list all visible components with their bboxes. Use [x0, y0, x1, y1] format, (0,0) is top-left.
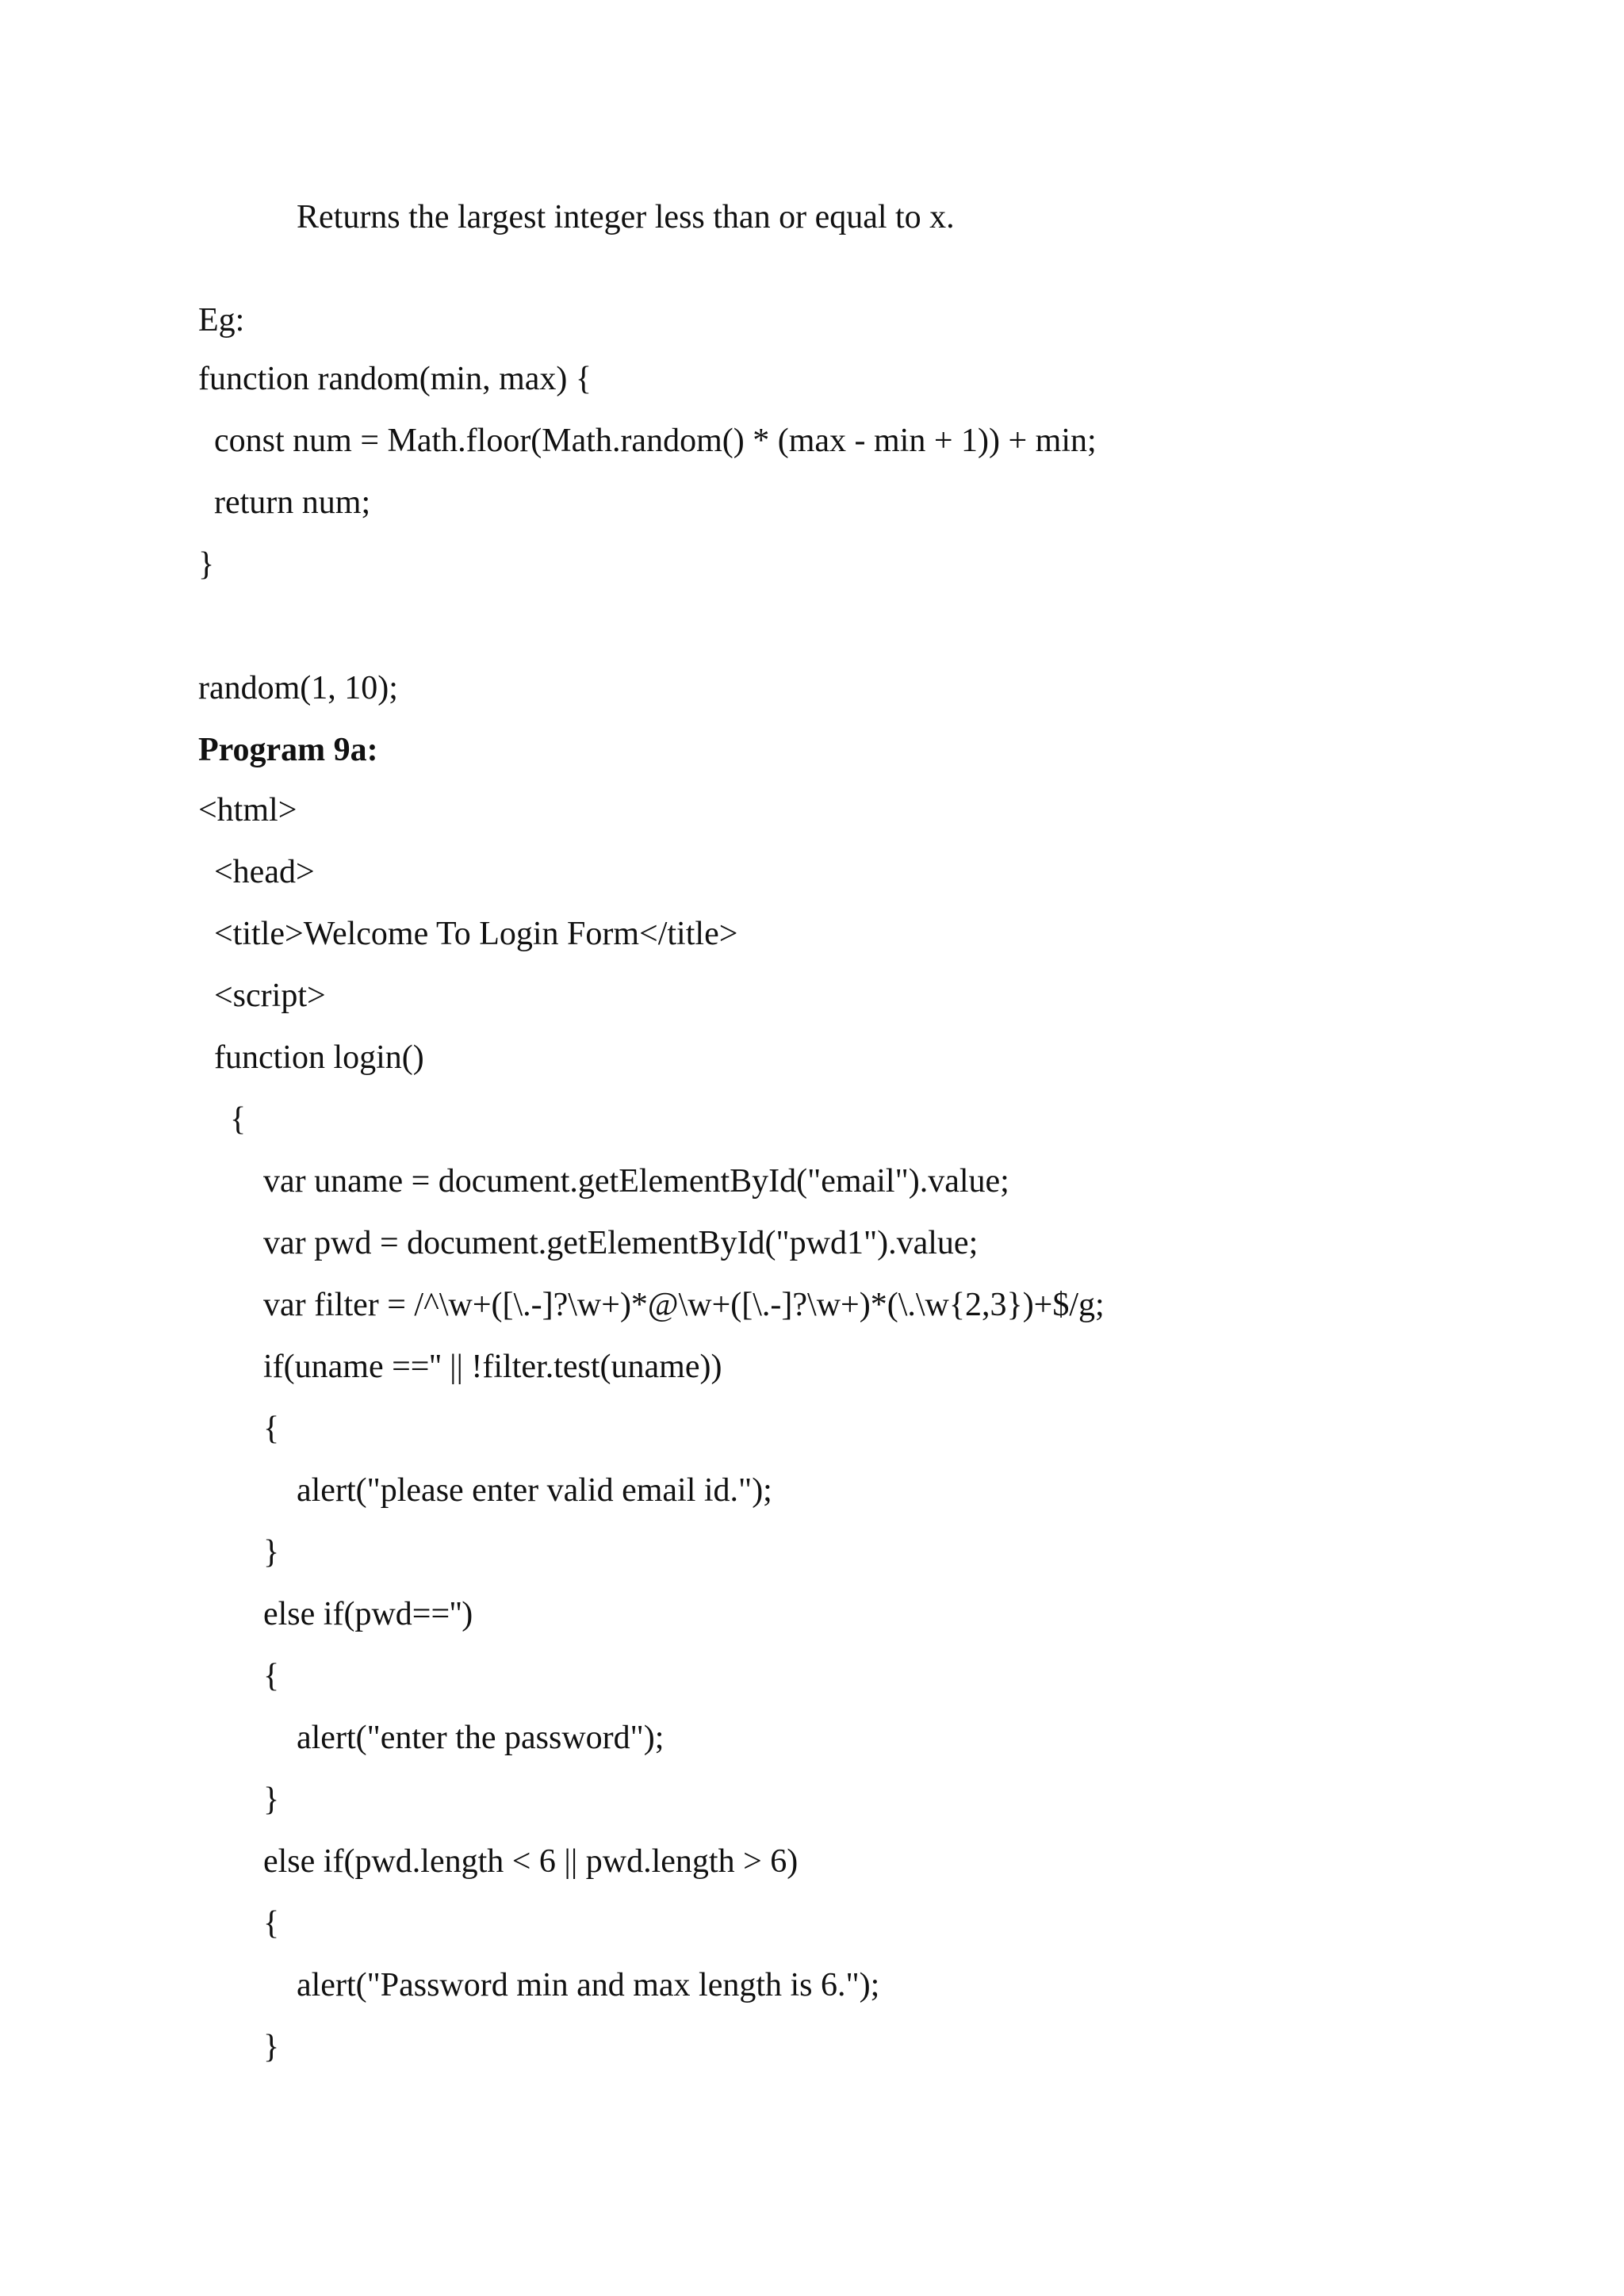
code-line: alert("please enter valid email id."); — [297, 1472, 772, 1509]
code-line: } — [263, 1781, 280, 1818]
code-line: function random(min, max) { — [198, 361, 592, 397]
code-line: { — [263, 1410, 280, 1447]
code-line: } — [263, 1534, 280, 1571]
intro-text: Returns the largest integer less than or equal to x. — [297, 199, 955, 235]
code-line: else if(pwd=='') — [263, 1596, 473, 1632]
code-line: } — [263, 2029, 280, 2065]
code-line: random(1, 10); — [198, 670, 398, 706]
code-line: <html> — [198, 792, 297, 828]
code-line: <head> — [214, 854, 315, 890]
code-line: else if(pwd.length < 6 || pwd.length > 6) — [263, 1843, 799, 1880]
code-line: return num; — [214, 484, 371, 521]
code-line: alert("enter the password"); — [297, 1720, 665, 1756]
code-line: { — [263, 1905, 280, 1942]
program-heading: Program 9a: — [198, 732, 378, 768]
code-line: { — [230, 1101, 247, 1138]
code-line: const num = Math.floor(Math.random() * (max - min + 1)) + min; — [214, 423, 1097, 459]
code-line: var pwd = document.getElementById("pwd1").value; — [263, 1225, 979, 1261]
code-line: var uname = document.getElementById("email").value; — [263, 1163, 1009, 1200]
code-line: <script> — [214, 978, 326, 1014]
code-line: <title>Welcome To Login Form</title> — [214, 916, 738, 952]
code-line: { — [263, 1658, 280, 1694]
example-label: Eg: — [198, 302, 245, 339]
code-line: if(uname =='' || !filter.test(uname)) — [263, 1349, 722, 1385]
code-line: var filter = /^\w+([\.-]?\w+)*@\w+([\.-]?\w+)*(\.\w{2,3})+$/g; — [263, 1287, 1105, 1323]
code-line: alert("Password min and max length is 6."); — [297, 1967, 880, 2003]
code-line: } — [198, 546, 215, 583]
code-line: function login() — [214, 1039, 424, 1076]
